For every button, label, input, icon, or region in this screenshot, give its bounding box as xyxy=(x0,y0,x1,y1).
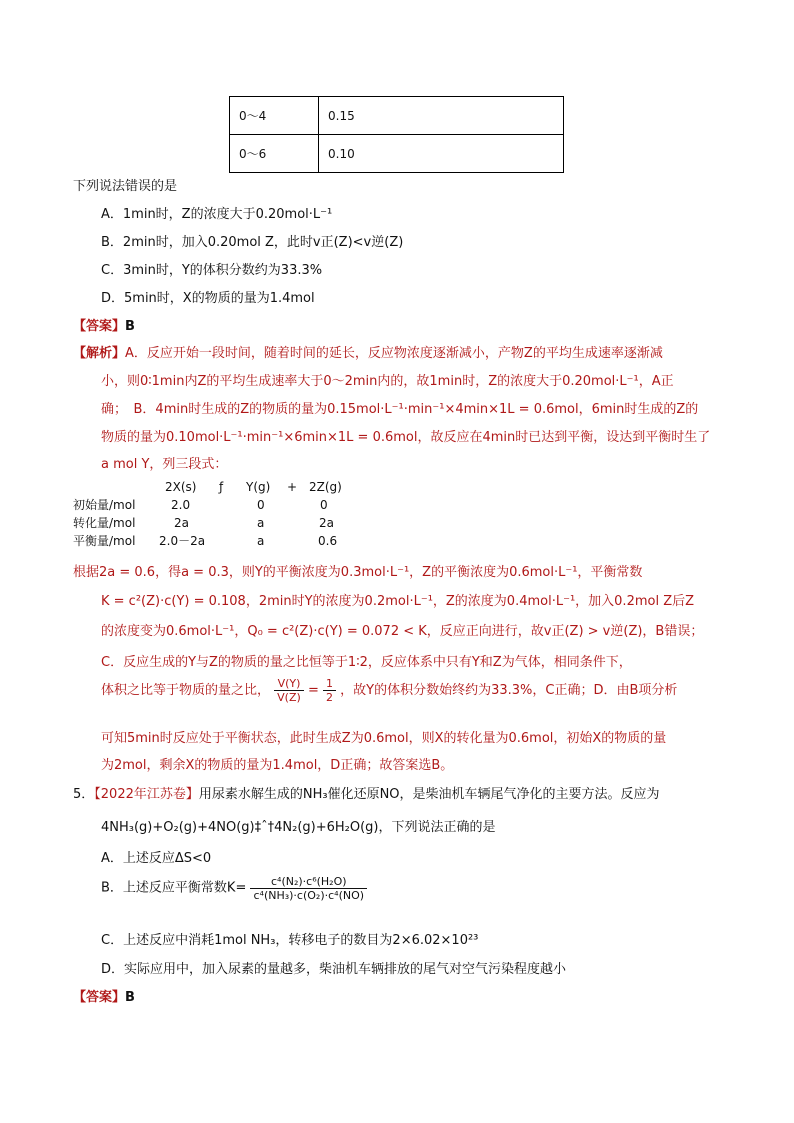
answer-value: B xyxy=(125,319,135,334)
analysis-line-4: 物质的量为0.10mol·L⁻¹·min⁻¹×6min×1L = 0.6mol，故反应在4min时已达到平衡，设达到平衡时生了 xyxy=(101,430,711,445)
answer-line xyxy=(73,986,135,1005)
ratio-prefix: 体积之比等于物质的量之比， xyxy=(101,683,271,698)
ice-row-x: 2.0－2a xyxy=(159,534,206,548)
option-b xyxy=(101,875,367,902)
ice-eq-arrow: ƒ xyxy=(219,480,224,494)
table-cell-time: 0～6 xyxy=(230,135,319,173)
option-b: B．2min时，加入0.20mol Z，此时v正(Z)<v逆(Z) xyxy=(101,235,404,250)
analysis-line-6: 根据2a = 0.6，得a = 0.3，则Y的平衡浓度为0.3mol·L⁻¹，Z的平衡浓度为0.6mol·L⁻¹，平衡常数 xyxy=(73,565,643,580)
ice-eq-plus: + xyxy=(287,480,298,494)
ice-eq-x: 2X(s) xyxy=(165,480,197,494)
ratio-half-num: 1 xyxy=(323,677,336,691)
question-number: 5． xyxy=(73,787,95,802)
ice-eq-z: 2Z(g) xyxy=(309,480,342,494)
answer-label: 【答案】 xyxy=(73,990,126,1005)
ratio-eq: = xyxy=(307,683,319,698)
ice-row-y: a xyxy=(257,534,265,548)
ratio-half xyxy=(323,677,336,704)
ice-row-z: 2a xyxy=(319,516,334,530)
ratio-den: V(Z) xyxy=(277,691,301,704)
ice-row-z: 0 xyxy=(320,498,328,512)
answer-label: 【答案】 xyxy=(73,319,126,334)
analysis-line-9: C．反应生成的Y与Z的物质的量之比恒等于1∶2，反应体系中只有Y和Z为气体，相同条件下， xyxy=(101,655,632,670)
ice-row-x: 2.0 xyxy=(171,498,191,512)
ice-row-label: 平衡量/mol xyxy=(73,534,136,548)
analysis-line-7: K = c²(Z)·c(Y) = 0.108，2min时Y的浓度为0.2mol·L⁻¹，Z的浓度为0.4mol·L⁻¹，加入0.2mol Z后Z xyxy=(101,594,695,609)
table-cell-value: 0.10 xyxy=(319,135,564,173)
table-row xyxy=(230,135,564,173)
analysis-line-3: 确； B．4min时生成的Z的物质的量为0.15mol·L⁻¹·min⁻¹×4min×1L = 0.6mol，6min时生成的Z的 xyxy=(101,402,699,417)
question-stem: 用尿素水解生成的NH₃催化还原NO，是柴油机车辆尾气净化的主要方法。反应为 xyxy=(198,787,660,802)
table-row xyxy=(230,97,564,135)
answer-value: B xyxy=(125,990,135,1005)
question-source: 【2022年江苏卷】 xyxy=(94,787,199,802)
question-stem: 下列说法错误的是 xyxy=(73,179,178,194)
analysis-line-12: 为2mol，剩余X的物质的量为1.4mol，D正确；故答案选B。 xyxy=(101,758,454,773)
ratio-fraction xyxy=(274,677,304,704)
option-d: D．5min时，X的物质的量为1.4mol xyxy=(101,291,315,306)
ratio-half-den: 2 xyxy=(326,691,333,704)
k-denominator: c⁴(NH₃)·c(O₂)·c⁴(NO) xyxy=(253,889,365,902)
ratio-num: V(Y) xyxy=(274,677,304,691)
question5-line-1 xyxy=(73,783,660,802)
question5-equation: 4NH₃(g)+O₂(g)+4NO(g)‡ˆ†4N₂(g)+6H₂O(g)，下列说法正确的是 xyxy=(101,820,496,835)
table-cell-value: 0.15 xyxy=(319,97,564,135)
option-c: C．上述反应中消耗1mol NH₃，转移电子的数目为2×6.02×10²³ xyxy=(101,933,479,948)
analysis-line-8: 的浓度变为0.6mol·L⁻¹，Q₀ = c²(Z)·c(Y) = 0.072 < K，反应正向进行，故v正(Z) > v逆(Z)，B错误； xyxy=(101,624,704,639)
analysis-label: 【解析】 xyxy=(73,346,126,361)
table-cell-time: 0～4 xyxy=(230,97,319,135)
analysis-line-2: 小，则0∶1min内Z的平均生成速率大于0～2min内的，故1min时，Z的浓度大于0.20mol·L⁻¹，A正 xyxy=(101,374,674,389)
analysis-line-5: a mol Y，列三段式： xyxy=(101,457,228,472)
option-a: A．1min时，Z的浓度大于0.20mol·L⁻¹ xyxy=(101,207,333,222)
ice-eq-y: Y(g) xyxy=(246,480,271,494)
option-d: D．实际应用中，加入尿素的量越多，柴油机车辆排放的尾气对空气污染程度越小 xyxy=(101,962,567,977)
answer-line xyxy=(73,315,135,334)
option-c: C．3min时，Y的体积分数约为33.3% xyxy=(101,263,323,278)
equilibrium-constant-fraction xyxy=(250,875,367,902)
ice-row-y: a xyxy=(257,516,265,530)
ice-row-z: 0.6 xyxy=(318,534,338,548)
analysis-line-10 xyxy=(101,677,677,704)
ice-row-label: 转化量/mol xyxy=(73,516,136,530)
analysis-line-1 xyxy=(73,342,663,361)
ice-row-label: 初始量/mol xyxy=(73,498,136,512)
ice-row-y: 0 xyxy=(257,498,265,512)
rate-table xyxy=(229,96,564,173)
option-b-prefix: B．上述反应平衡常数K= xyxy=(101,880,247,896)
analysis-line-11: 可知5min时反应处于平衡状态，此时生成Z为0.6mol，则X的转化量为0.6mol，初始X的物质的量 xyxy=(101,731,667,746)
ice-row-x: 2a xyxy=(174,516,189,530)
analysis-text: A．反应开始一段时间，随着时间的延长，反应物浓度逐渐减小，产物Z的平均生成速率逐渐减 xyxy=(125,346,663,361)
ratio-suffix: ，故Y的体积分数始终约为33.3%，C正确；D．由B项分析 xyxy=(340,683,678,698)
k-numerator: c⁴(N₂)·c⁶(H₂O) xyxy=(250,875,367,889)
option-a: A．上述反应ΔS<0 xyxy=(101,851,212,866)
